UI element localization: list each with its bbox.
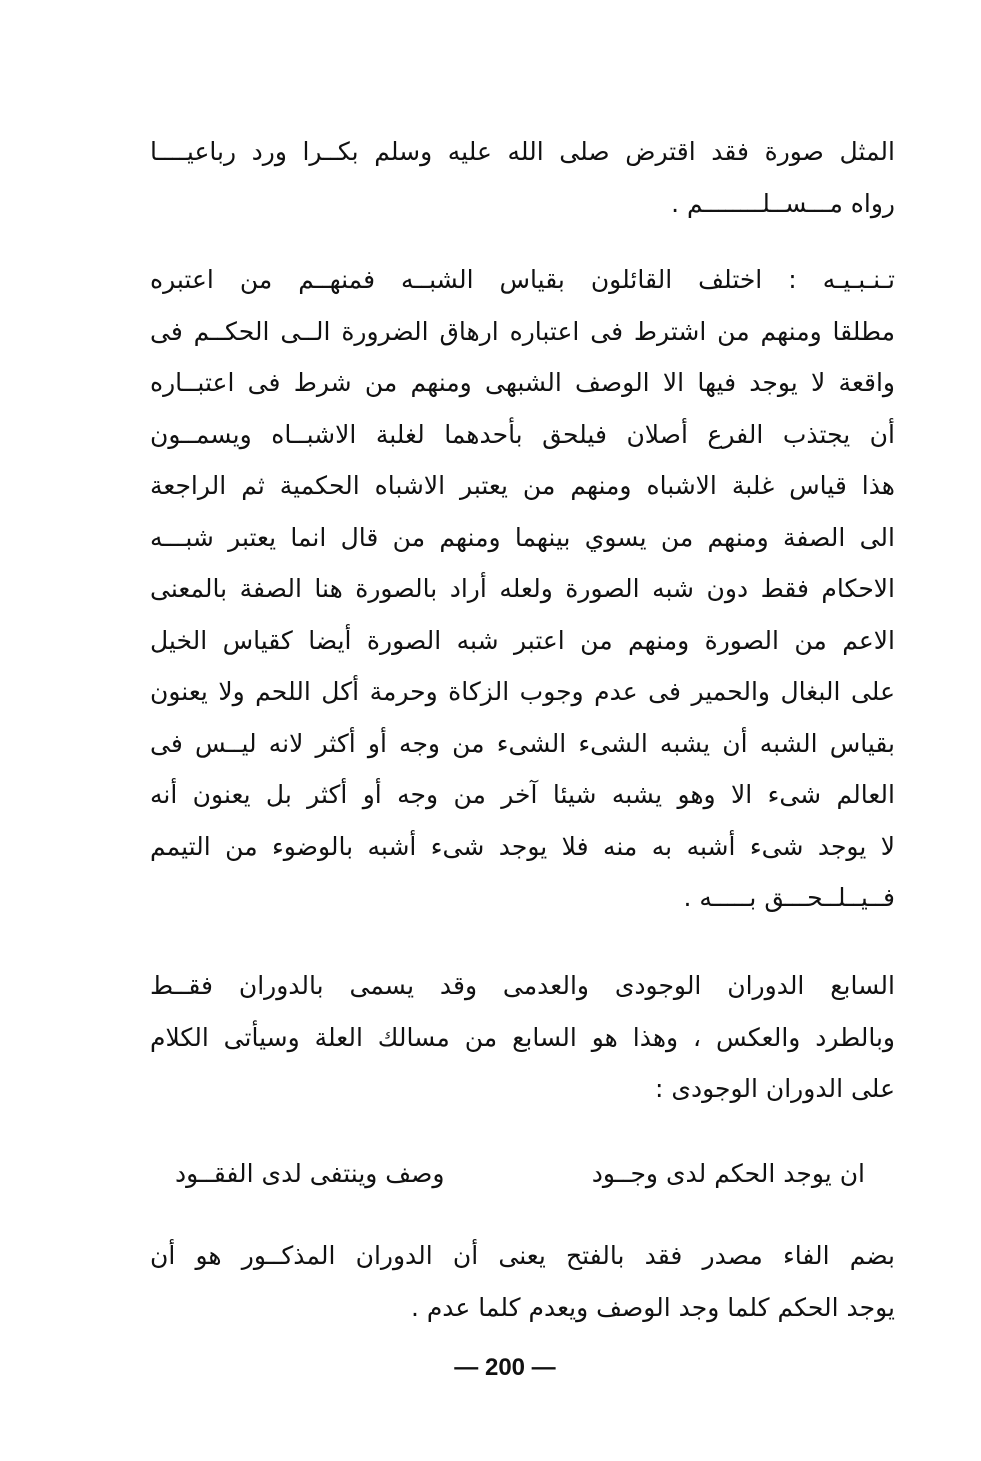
- text-line: تـنـبـيـه : اختلف القائلون بقياس الشبــه فمنهــم من اعتبره: [150, 265, 895, 294]
- paragraph-hadith-ending: [150, 126, 895, 229]
- text-line: فــيــلــحـــق بـــــه .: [683, 883, 895, 912]
- text-line: الاحكام فقط دون شبه الصورة ولعله أراد بالصورة هنا الصفة بالمعنى: [150, 574, 895, 603]
- text-line: على الدوران الوجودى :: [655, 1074, 895, 1103]
- paragraph-verse-commentary: [150, 1230, 895, 1333]
- text-line: العالم شىء الا وهو يشبه شيئا آخر من وجه أو أكثر بل يعنون أنه: [150, 780, 895, 809]
- verse-first-hemistich: ان يوجد الحكم لدى وجــود: [591, 1159, 865, 1188]
- poetry-verse: [175, 1148, 865, 1200]
- paragraph-note-on-resemblance-analogy: [150, 254, 895, 924]
- paragraph-seventh-method-dawaran: [150, 960, 895, 1115]
- text-line: السابع الدوران الوجودى والعدمى وقد يسمى بالدوران فقــط: [150, 971, 895, 1000]
- text-line: بقياس الشبه أن يشبه الشىء الشىء من وجه أو أكثر لانه ليــس فى: [150, 728, 895, 758]
- page-number: — 200 —: [454, 1354, 556, 1381]
- text-line: الاعم من الصورة ومنهم من اعتبر شبه الصورة أيضا كقياس الخيل: [150, 625, 895, 655]
- text-line: واقعة لا يوجد فيها الا الوصف الشبهى ومنهم من شرط فى اعتبــاره: [150, 368, 895, 397]
- verse-second-hemistich: وصف وينتفى لدى الفقــود: [175, 1159, 445, 1188]
- text-line: لا يوجد شىء أشبه به منه فلا يوجد شىء أشبه بالوضوء من التيمم: [150, 831, 895, 861]
- text-line: أن يجتذب الفرع أصلان فيلحق بأحدهما لغلبة الاشبــاه ويسمــون: [150, 419, 895, 449]
- text-line: بضم الفاء مصدر فقد بالفتح يعنى أن الدوران المذكــور هو أن: [150, 1241, 895, 1270]
- text-line: وبالطرد والعكس ، وهذا هو السابع من مسالك العلة وسيأتى الكلام: [150, 1022, 895, 1052]
- text-line: رواه مـــســلــــــــم .: [671, 188, 895, 218]
- text-line: على البغال والحمير فى عدم وجوب الزكاة وحرمة أكل اللحم ولا يعنون: [150, 677, 895, 706]
- text-line: هذا قياس غلبة الاشباه ومنهم من يعتبر الاشباه الحكمية ثم الراجعة: [150, 471, 895, 500]
- text-line: مطلقا ومنهم من اشترط فى اعتباره ارهاق الضرورة الــى الحكــم فى: [150, 316, 895, 346]
- text-line: المثل صورة فقد اقترض صلى الله عليه وسلم بكــرا ورد رباعيــــا: [150, 137, 895, 166]
- text-line: يوجد الحكم كلما وجد الوصف ويعدم كلما عدم .: [410, 1292, 895, 1322]
- text-line: الى الصفة ومنهم من يسوي بينهما ومنهم من قال انما يعتبر شبـــه: [150, 522, 895, 552]
